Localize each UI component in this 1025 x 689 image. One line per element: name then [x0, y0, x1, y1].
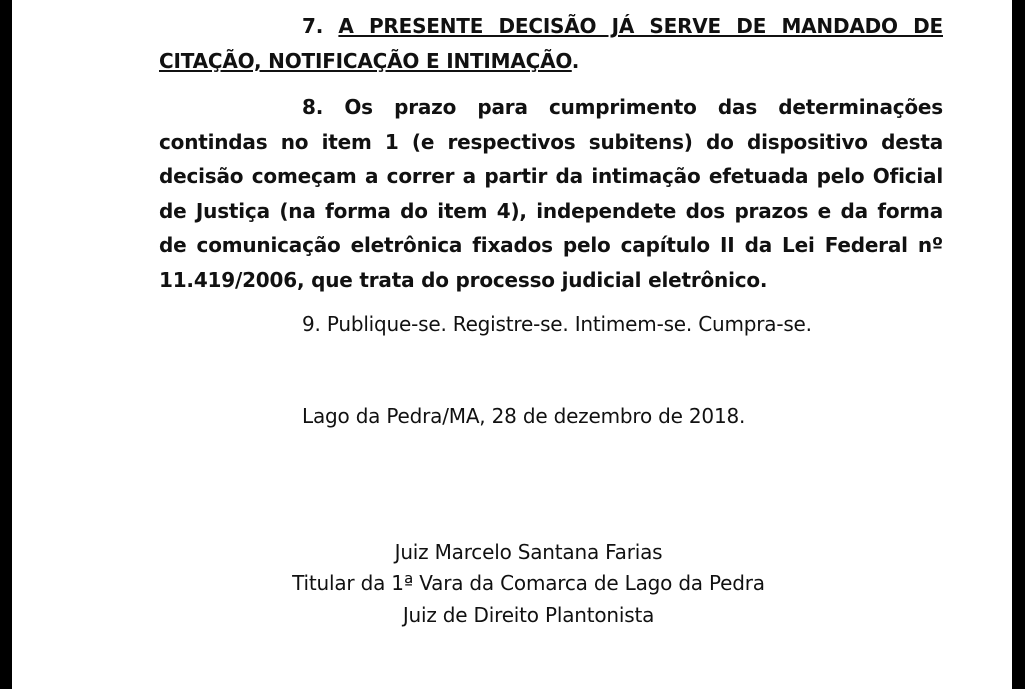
item-7-paragraph [159, 9, 943, 78]
item-7-underlined-text-2: CITAÇÃO, NOTIFICAÇÃO E INTIMAÇÃO [159, 48, 572, 73]
item-8-number: 8. [302, 95, 324, 119]
signature-role: Juiz de Direito Plantonista [402, 603, 655, 627]
signature-name: Juiz Marcelo Santana Farias [394, 540, 663, 564]
item-8-text: Os prazo para cumprimento das determinações contindas no item 1 (e respectivos subitens) do dispositivo desta decisão começam a correr a partir da intimação efetuada pelo Oficial de Justiça (na forma do item 4), independete dos prazos e da forma de comunicação eletrônica fixados pelo capítulo II da Lei Federal nº 11.419/2006, que trata do processo judicial eletrônico. [159, 95, 944, 292]
signature-title: Titular da 1ª Vara da Comarca de Lago da Pedra [292, 571, 765, 595]
item-8-paragraph [159, 90, 943, 297]
place-date: Lago da Pedra/MA, 28 de dezembro de 2018. [302, 404, 746, 428]
document-page [12, 0, 1012, 689]
item-9-line: 9. Publique-se. Registre-se. Intimem-se. Cumpra-se. [302, 312, 812, 336]
item-7-number: 7. [302, 14, 324, 38]
item-7-underlined-text-1: A PRESENTE DECISÃO JÁ SERVE DE MANDADO DE [338, 14, 943, 38]
item-7-trailing: . [571, 48, 580, 73]
